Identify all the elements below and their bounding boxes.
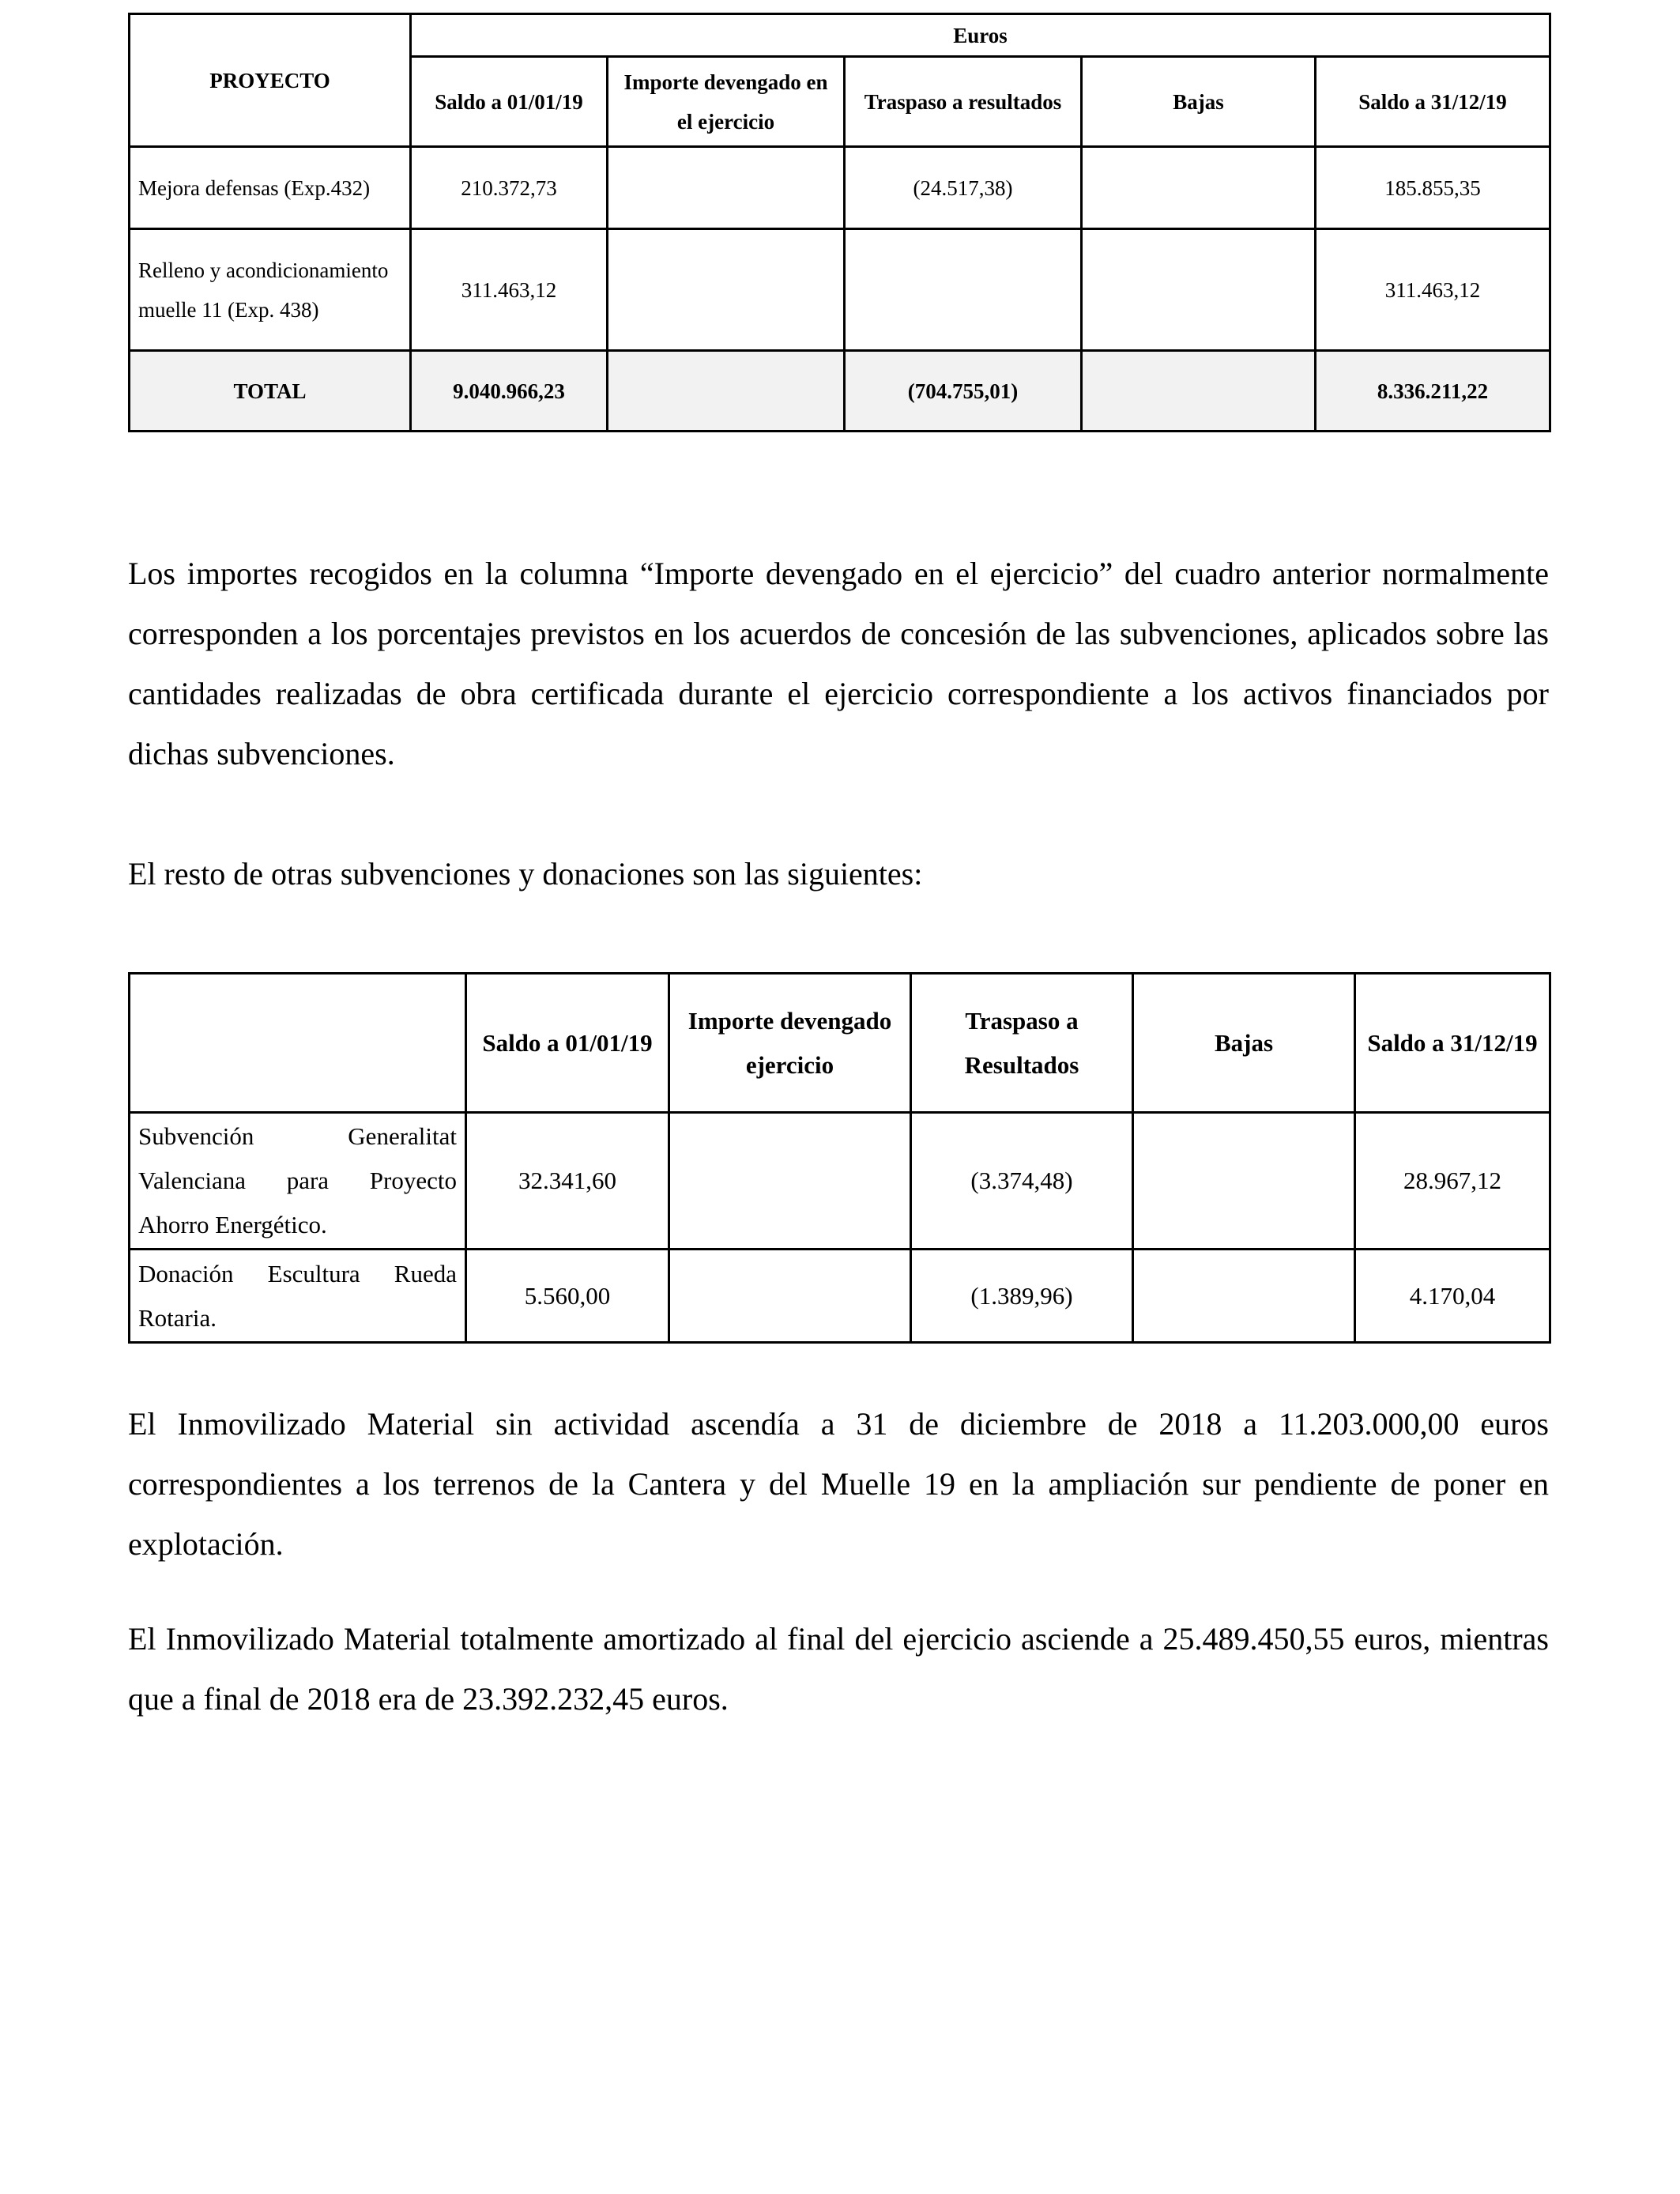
total-importe-devengado bbox=[608, 351, 845, 432]
header-proyecto: PROYECTO bbox=[130, 14, 411, 147]
header-importe-devengado: Importe devengado en el ejercicio bbox=[608, 57, 845, 147]
header-euros: Euros bbox=[411, 14, 1550, 57]
bajas-cell bbox=[1082, 147, 1316, 229]
header-traspaso: Traspaso a Resultados bbox=[911, 974, 1133, 1113]
concept-cell: Subvención Generalitat Valenciana para Proyecto Ahorro Energético. bbox=[130, 1113, 466, 1250]
table-row bbox=[130, 229, 1550, 351]
paragraph-inmovilizado-sin-actividad: El Inmovilizado Material sin actividad ascendía a 31 de diciembre de 2018 a 11.203.000,00 euros correspondientes a los terrenos de la Cantera y del Muelle 19 en la ampliación sur pendiente de poner en explotación. bbox=[128, 1406, 1549, 1562]
header-traspaso: Traspaso a resultados bbox=[845, 57, 1082, 147]
bajas-cell bbox=[1133, 1250, 1355, 1343]
concept-cell: Donación Escultura Rueda Rotaria. bbox=[130, 1250, 466, 1343]
table-header-row bbox=[130, 974, 1550, 1113]
header-bajas: Bajas bbox=[1082, 57, 1316, 147]
total-traspaso: (704.755,01) bbox=[845, 351, 1082, 432]
bajas-cell bbox=[1082, 229, 1316, 351]
traspaso-cell: (24.517,38) bbox=[845, 147, 1082, 229]
saldo-inicial-cell: 210.372,73 bbox=[411, 147, 608, 229]
importe-devengado-cell bbox=[669, 1113, 911, 1250]
other-grants-table bbox=[128, 972, 1551, 1344]
header-saldo-final: Saldo a 31/12/19 bbox=[1355, 974, 1550, 1113]
saldo-final-cell: 185.855,35 bbox=[1316, 147, 1550, 229]
total-saldo-inicial: 9.040.966,23 bbox=[411, 351, 608, 432]
saldo-inicial-cell: 311.463,12 bbox=[411, 229, 608, 351]
traspaso-cell: (3.374,48) bbox=[911, 1113, 1133, 1250]
table-row bbox=[130, 147, 1550, 229]
paragraph-otras-subvenciones: El resto de otras subvenciones y donaciones son las siguientes: bbox=[128, 856, 923, 892]
header-bajas: Bajas bbox=[1133, 974, 1355, 1113]
saldo-final-cell: 4.170,04 bbox=[1355, 1250, 1550, 1343]
header-saldo-final: Saldo a 31/12/19 bbox=[1316, 57, 1550, 147]
saldo-final-cell: 311.463,12 bbox=[1316, 229, 1550, 351]
total-row bbox=[130, 351, 1550, 432]
total-label: TOTAL bbox=[130, 351, 411, 432]
importe-devengado-cell bbox=[669, 1250, 911, 1343]
importe-devengado-cell bbox=[608, 147, 845, 229]
table-header-row bbox=[130, 14, 1550, 57]
traspaso-cell: (1.389,96) bbox=[911, 1250, 1133, 1343]
header-concept bbox=[130, 974, 466, 1113]
paragraph-inmovilizado-amortizado: El Inmovilizado Material totalmente amortizado al final del ejercicio asciende a 25.489.450,55 euros, mientras que a final de 2018 era de 23.392.232,45 euros. bbox=[128, 1621, 1549, 1717]
importe-devengado-cell bbox=[608, 229, 845, 351]
project-name: Mejora defensas (Exp.432) bbox=[130, 147, 411, 229]
project-grants-table bbox=[128, 13, 1551, 432]
project-name: Relleno y acondicionamiento muelle 11 (Exp. 438) bbox=[130, 229, 411, 351]
bajas-cell bbox=[1133, 1113, 1355, 1250]
saldo-inicial-cell: 5.560,00 bbox=[466, 1250, 669, 1343]
total-saldo-final: 8.336.211,22 bbox=[1316, 351, 1550, 432]
saldo-inicial-cell: 32.341,60 bbox=[466, 1113, 669, 1250]
table-row bbox=[130, 1250, 1550, 1343]
total-bajas bbox=[1082, 351, 1316, 432]
header-saldo-inicial: Saldo a 01/01/19 bbox=[411, 57, 608, 147]
header-saldo-inicial: Saldo a 01/01/19 bbox=[466, 974, 669, 1113]
header-importe-devengado: Importe devengado ejercicio bbox=[669, 974, 911, 1113]
traspaso-cell bbox=[845, 229, 1082, 351]
table-row bbox=[130, 1113, 1550, 1250]
paragraph-importe-devengado: Los importes recogidos en la columna “Importe devengado en el ejercicio” del cuadro anterior normalmente corresponden a los porcentajes previstos en los acuerdos de concesión de las subvenciones, aplicados sobre las cantidades realizadas de obra certificada durante el ejercicio correspondiente a los activos financiados por dichas subvenciones. bbox=[128, 556, 1549, 771]
saldo-final-cell: 28.967,12 bbox=[1355, 1113, 1550, 1250]
